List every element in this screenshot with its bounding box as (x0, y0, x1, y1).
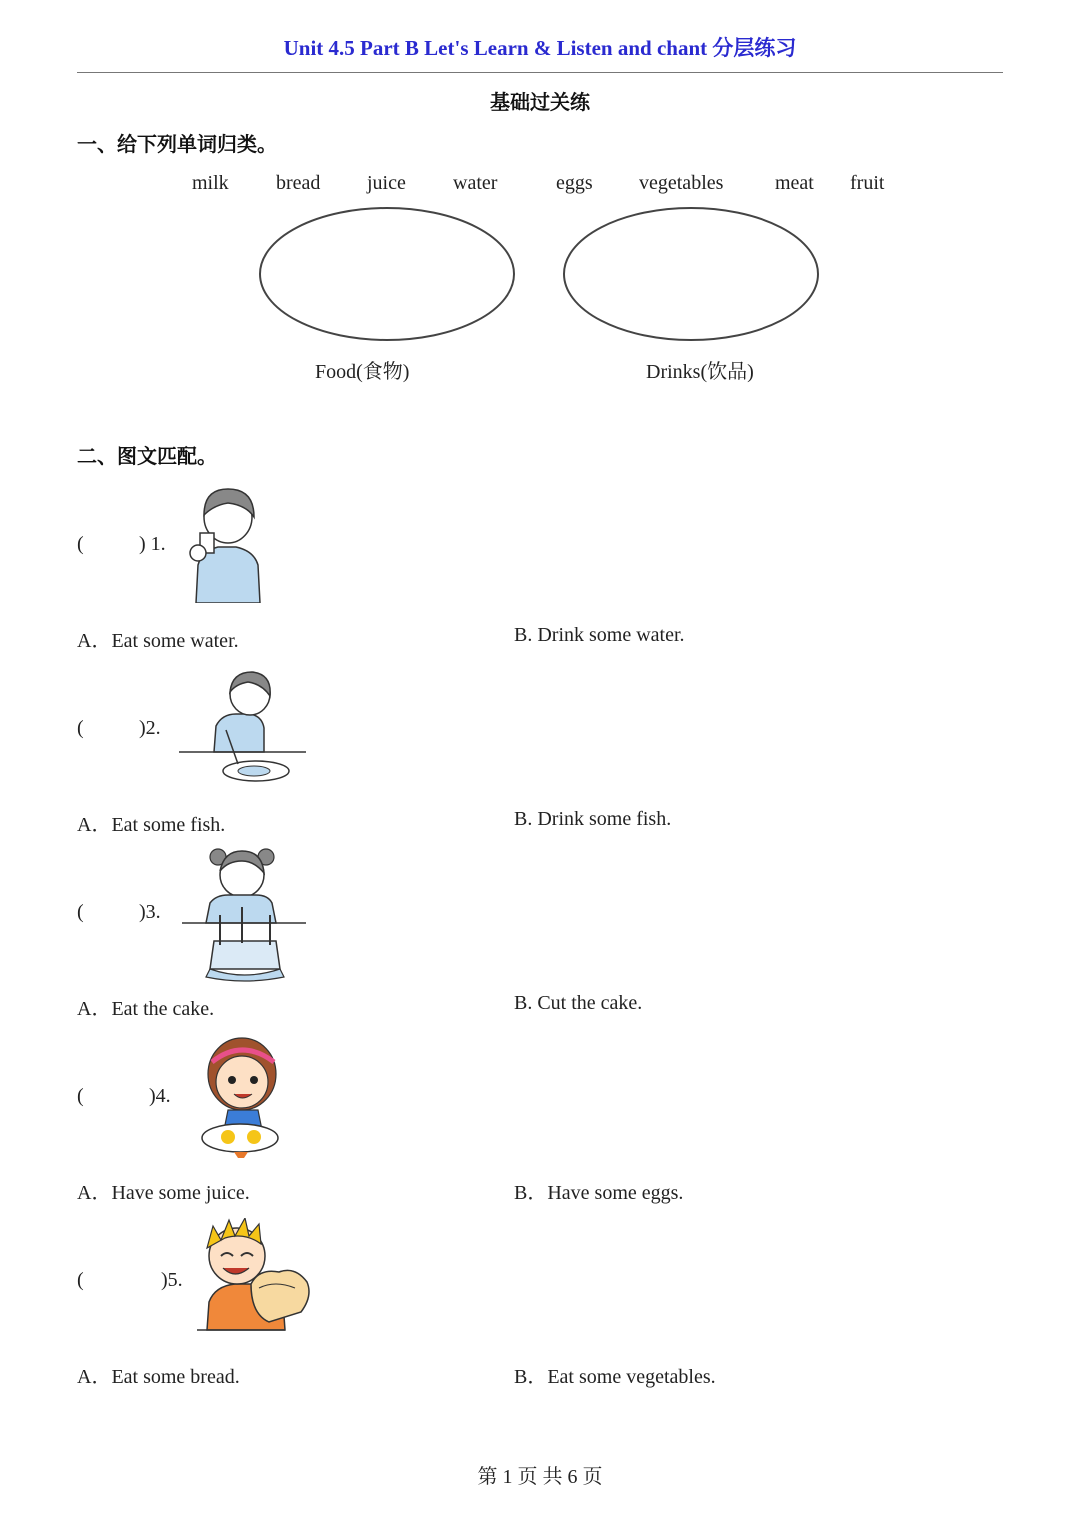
header-divider (77, 72, 1003, 73)
option-5a[interactable]: A．Eat some bread. (77, 1366, 240, 1388)
boy-eating-fish-icon (178, 668, 308, 786)
answer-blank-open-3[interactable]: ( (77, 901, 84, 923)
answer-blank-open-2[interactable]: ( (77, 717, 84, 739)
item-number-2: )2. (139, 717, 161, 739)
option-4a[interactable]: A．Have some juice. (77, 1182, 250, 1204)
answer-blank-open-4[interactable]: ( (77, 1085, 84, 1107)
boy-eating-bread-icon (195, 1218, 317, 1334)
girl-eating-eggs-icon (198, 1034, 284, 1160)
section-1-heading: 一、给下列单词归类。 (77, 132, 277, 156)
option-3a[interactable]: A．Eat the cake. (77, 998, 215, 1020)
drinks-circle[interactable] (559, 203, 824, 345)
worksheet-subtitle: 基础过关练 (490, 90, 590, 114)
word-meat: meat (775, 172, 814, 194)
item-number-3: )3. (139, 901, 161, 923)
drinks-label: Drinks(饮品) (646, 361, 754, 383)
word-milk: milk (192, 172, 229, 194)
food-circle[interactable] (255, 203, 520, 345)
word-bread: bread (276, 172, 321, 194)
option-1b[interactable]: B. Drink some water. (514, 624, 685, 646)
food-label: Food(食物) (315, 361, 410, 383)
word-vegetables: vegetables (639, 172, 724, 194)
boy-drinking-icon (188, 485, 266, 603)
page-number: 第 1 页 共 6 页 (477, 1466, 603, 1488)
worksheet-title: Unit 4.5 Part B Let's Learn & Listen and chant 分层练习 (283, 36, 797, 60)
answer-blank-open-5[interactable]: ( (77, 1269, 84, 1291)
item-number-5: )5. (161, 1269, 183, 1291)
option-3b[interactable]: B. Cut the cake. (514, 992, 643, 1014)
word-fruit: fruit (850, 172, 885, 194)
option-1a[interactable]: A．Eat some water. (77, 630, 239, 652)
item-number-1: ) 1. (139, 533, 166, 555)
girl-cutting-cake-icon (180, 845, 308, 983)
word-juice: juice (367, 172, 406, 194)
word-eggs: eggs (556, 172, 593, 194)
answer-blank-open-1[interactable]: ( (77, 533, 84, 555)
option-2a[interactable]: A．Eat some fish. (77, 814, 226, 836)
section-2-heading: 二、图文匹配。 (77, 444, 217, 468)
option-2b[interactable]: B. Drink some fish. (514, 808, 672, 830)
item-number-4: )4. (149, 1085, 171, 1107)
word-water: water (453, 172, 498, 194)
option-4b[interactable]: B．Have some eggs. (514, 1182, 684, 1204)
option-5b[interactable]: B．Eat some vegetables. (514, 1366, 716, 1388)
